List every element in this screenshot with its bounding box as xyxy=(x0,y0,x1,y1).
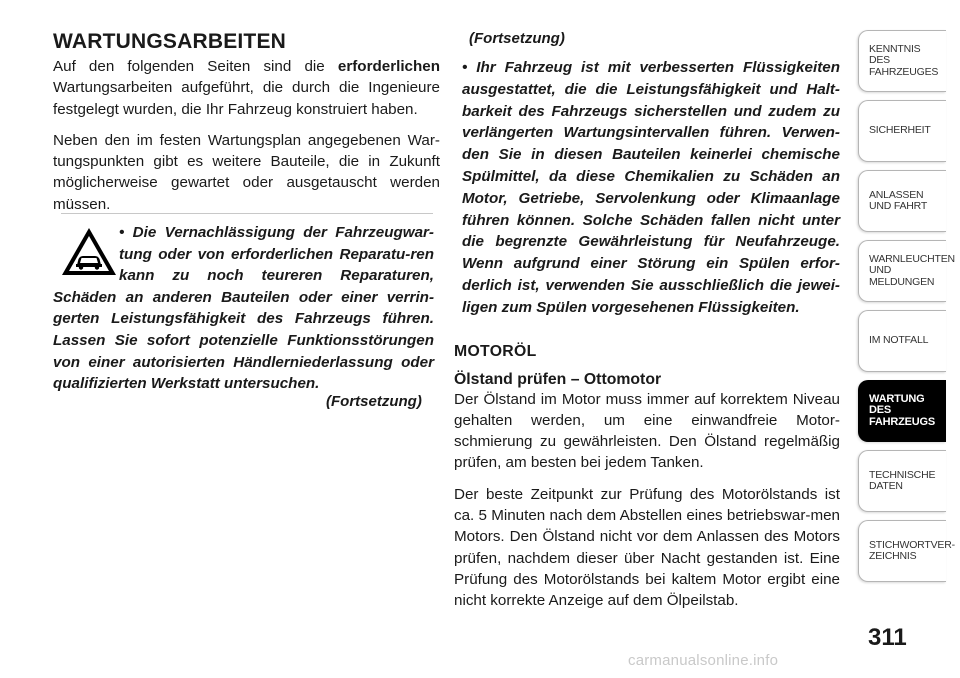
tab-technische-daten[interactable]: TECHNISCHE DATEN xyxy=(858,450,946,512)
left-column xyxy=(53,30,440,225)
oil-paragraph-2: Der beste Zeitpunkt zur Prüfung des Motorölstands ist ca. 5 Minuten nach dem Abstellen eines betriebswar-men Motors. Den Ölstand nicht vor dem Anlassen des Motors prüfen, nachdem dieser über Nacht gestanden ist. Eine Prüfung des Motorölstands bei kaltem Motor ergibt eine nicht korrekte Anzeige auf dem Ölpeilstab. xyxy=(454,485,840,610)
intro-paragraph xyxy=(53,56,440,120)
intro-text-end: Wartungsarbeiten aufgeführt, die durch die Ingenieure festgelegt wurden, die Ihr Fahrzeug konstruiert haben. xyxy=(53,79,440,118)
right-column xyxy=(454,30,840,622)
intro-bold-term: erforderlichen xyxy=(337,58,440,75)
tab-stichwortverzeichnis[interactable]: STICHWORTVER- ZEICHNIS xyxy=(858,520,946,582)
fluid-warning-bullet: • Ihr Fahrzeug ist mit verbesserten Flüssigkeiten ausgestattet, die die Leistungsfähigkeit und Halt-barkeit des Fahrzeugs sicherstellen und zudem zu verlängerten Wartungsintervallen führen. Verwen-den Sie in diesen Bauteilen keinerlei chemische Spülmittel, da diese Chemikalien zu Schäden an Motor, Getriebe, Servolenkung oder Klimaanlage führen können. Solche Schäden fallen nicht unter die begrenzte Gewährleistung für Neufahrzeuge. Wenn aufgrund einer Störung ein Spülen erfor-derlich ist, verwenden Sie ausschließlich die jewei-ligen zum Spülen vorgesehenen Flüssigkeiten. xyxy=(462,59,840,316)
tab-sicherheit[interactable]: SICHERHEIT xyxy=(858,100,946,162)
chapter-tabs xyxy=(858,30,955,590)
tab-anlassen[interactable]: ANLASSEN UND FAHRT xyxy=(858,170,946,232)
tab-kenntnis[interactable]: KENNTNIS DES FAHRZEUGES xyxy=(858,30,946,92)
heading-motoroel: MOTORÖL xyxy=(454,342,537,360)
continued-label: (Fortsetzung) xyxy=(326,393,422,410)
section-title: WARTUNGSARBEITEN xyxy=(53,30,287,53)
watermark: carmanualsonline.info xyxy=(628,652,779,669)
tab-warnleuchten[interactable]: WARNLEUCHTEN UND MELDUNGEN xyxy=(858,240,946,302)
tab-wartung[interactable]: WARTUNG DES FAHRZEUGS xyxy=(858,380,946,442)
tab-notfall[interactable]: IM NOTFALL xyxy=(858,310,946,372)
oil-paragraph-1: Der Ölstand im Motor muss immer auf korrektem Niveau gehalten werden, um eine einwandfreie Motor-schmierung zu gewährleisten. Den Ölstand regelmäßig prüfen, am besten bei jedem Tanken. xyxy=(454,390,840,472)
warning-box xyxy=(53,213,434,395)
second-paragraph: Neben den im festen Wartungsplan angegebenen War-tungspunkten gibt es weitere Bauteile, die in Zukunft möglicherweise gewartet oder ausgetauscht werden müssen. xyxy=(53,131,440,213)
continued-heading: (Fortsetzung) xyxy=(469,30,565,47)
warning-triangle-car-icon xyxy=(59,225,119,279)
intro-text-start: Auf den folgenden Seiten sind die xyxy=(53,58,338,75)
warning-text-content: • Die Vernachlässigung der Fahrzeugwar-tung oder von erforderlichen Reparatu-ren kann zu noch teureren Reparaturen, Schäden an anderen Bauteilen oder einer verrin-gerten Leistungsfähigkeit des Fahrzeugs führen. Lassen Sie sofort potenzielle Funktionsstörungen von einer autorisierten Händlerniederlassung oder qualifizierten Werkstatt untersuchen. xyxy=(53,224,434,393)
heading-oelstand: Ölstand prüfen – Ottomotor xyxy=(454,370,662,388)
page-number: 311 xyxy=(868,624,907,651)
